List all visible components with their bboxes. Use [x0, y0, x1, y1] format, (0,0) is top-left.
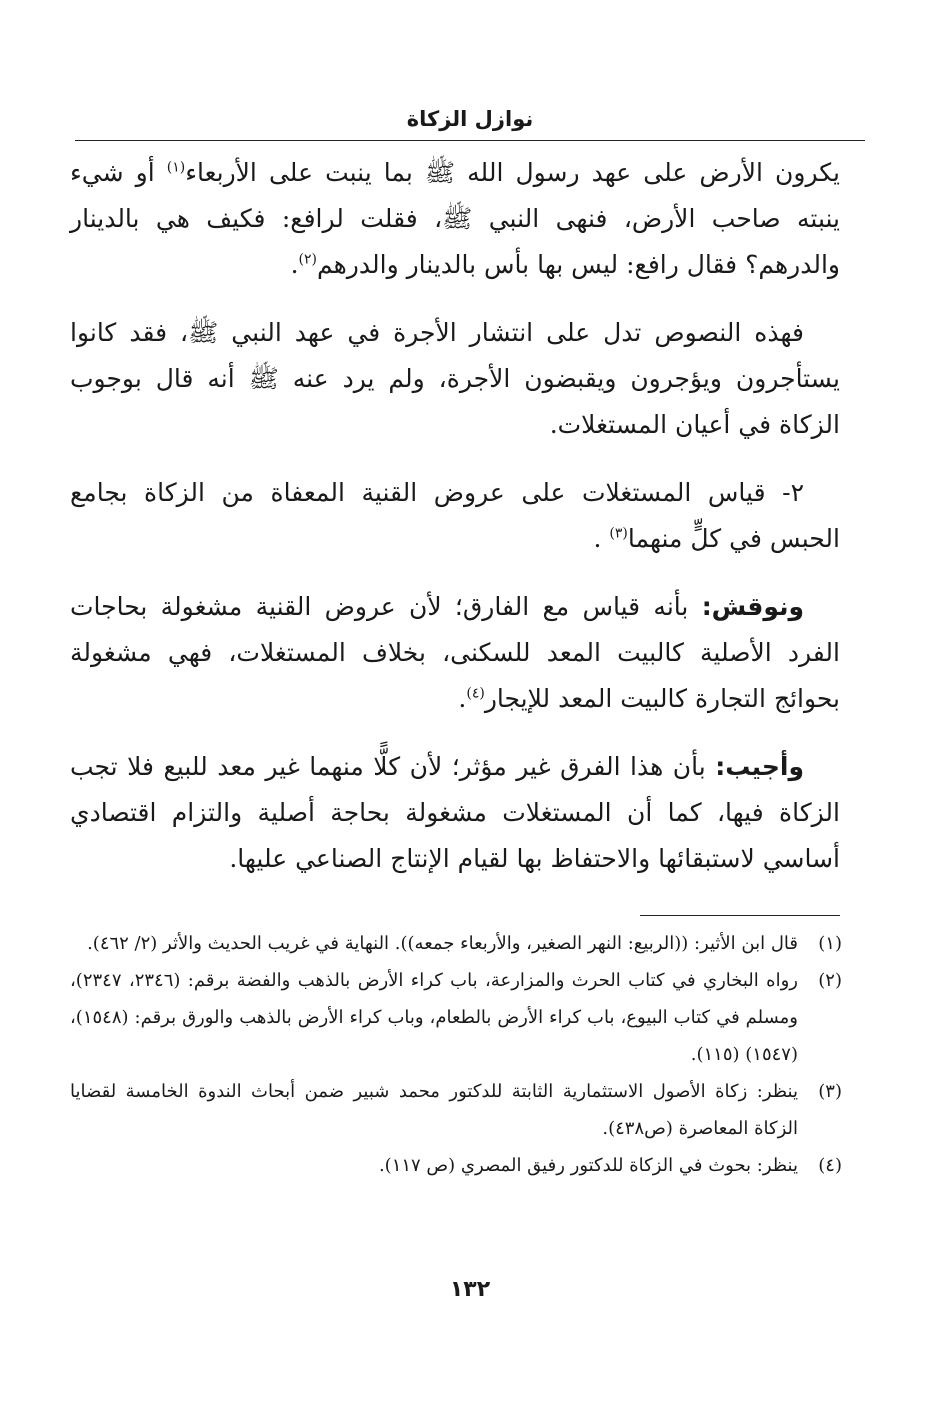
header-rule: [75, 140, 865, 141]
paragraph-text: أو شيء ينبته صاحب الأرض، فنهى النبي ﷺ، فقلت لرافع: فكيف هي بالدينار والدرهم؟ فقال رافع: ليس بها بأس بالدينار والدرهم: [70, 158, 840, 279]
paragraph-text: بأنه قياس مع الفارق؛ لأن عروض القنية مشغولة بحاجات الفرد الأصلية كالبيت المعد للسكنى، بخلاف المستغلات، فهي مشغولة بحوائج التجارة كالبيت المعد للإيجار: [70, 592, 840, 713]
footnote-text: قال ابن الأثير: ((الربيع: النهر الصغير، والأربعاء جمعه)). النهاية في غريب الحديث والأثر (٢/ ٤٦٢).: [87, 933, 798, 954]
paragraph-text: بأن هذا الفرق غير مؤثر؛ لأن كلًّا منهما غير معد للبيع فلا تجب الزكاة فيها، كما أن المستغلات مشغولة بحاجة أصلية والتزام اقتصادي أساسي لاستبقائها والاحتفاظ بها لقيام الإنتاج الصناعي عليها.: [70, 752, 840, 873]
footnote-text: ينظر: زكاة الأصول الاستثمارية الثابتة للدكتور محمد شبير ضمن أبحاث الندوة الخامسة لقضايا الزكاة المعاصرة (ص٤٣٨).: [70, 1081, 798, 1139]
footnote-ref-3[interactable]: (٣): [609, 525, 628, 542]
paragraph-text: .: [458, 684, 467, 713]
footnote-number: (٣): [818, 1081, 842, 1102]
footnote-number: (١): [818, 933, 842, 954]
footnote-text: رواه البخاري في كتاب الحرث والمزارعة، باب كراء الأرض بالذهب والفضة برقم: (٢٣٤٦، ٢٣٤٧)، ومسلم في كتاب البيوع، باب كراء الأرض بالطعام، وباب كراء الأرض بالذهب والورق برقم: (١٥٤٨)، (١٥٤٧) (١١٥).: [70, 970, 798, 1065]
footnote-number: (٤): [818, 1155, 842, 1176]
footnote-number: (٢): [818, 970, 842, 991]
paragraph-text: .: [290, 250, 299, 279]
paragraph-text: فهذه النصوص تدل على انتشار الأجرة في عهد النبي ﷺ، فقد كانوا يستأجرون ويؤجرون ويقبضون الأجرة، ولم يرد عنه ﷺ أنه قال بوجوب الزكاة في أعيان المستغلات.: [70, 318, 840, 439]
footnote-text: ينظر: بحوث في الزكاة للدكتور رفيق المصري (ص ١١٧).: [378, 1155, 798, 1176]
paragraph-analogy: [70, 470, 840, 562]
main-text: [70, 150, 840, 904]
objection-label: ونوقش:: [701, 592, 804, 621]
page-number: ١٣٢: [449, 1277, 491, 1302]
footnote-1: [70, 925, 842, 962]
footnote-ref-1[interactable]: (١): [166, 159, 186, 176]
running-title: نوازل الزكاة: [406, 107, 534, 131]
paragraph-text: يكرون الأرض على عهد رسول الله ﷺ بما ينبت على الأربعاء: [185, 158, 840, 187]
paragraph-conclusion: [70, 310, 840, 448]
paragraph-text: ٢- قياس المستغلات على عروض القنية المعفاة من الزكاة بجامع الحبس في كلٍّ منهما: [70, 478, 840, 553]
response-label: وأجيب:: [715, 752, 804, 781]
paragraph-objection: [70, 584, 840, 722]
footnote-ref-4[interactable]: (٤): [466, 685, 485, 702]
paragraph-response: [70, 744, 840, 882]
paragraph-text: .: [593, 524, 610, 553]
footnote-4: [70, 1147, 842, 1184]
footnote-2: [70, 962, 842, 1073]
paragraph-hadith-continuation: [70, 150, 840, 288]
footnote-3: [70, 1073, 842, 1147]
footnote-ref-2[interactable]: (٢): [298, 251, 317, 268]
footnote-separator: [640, 915, 840, 916]
footnotes-section: [70, 925, 842, 1184]
